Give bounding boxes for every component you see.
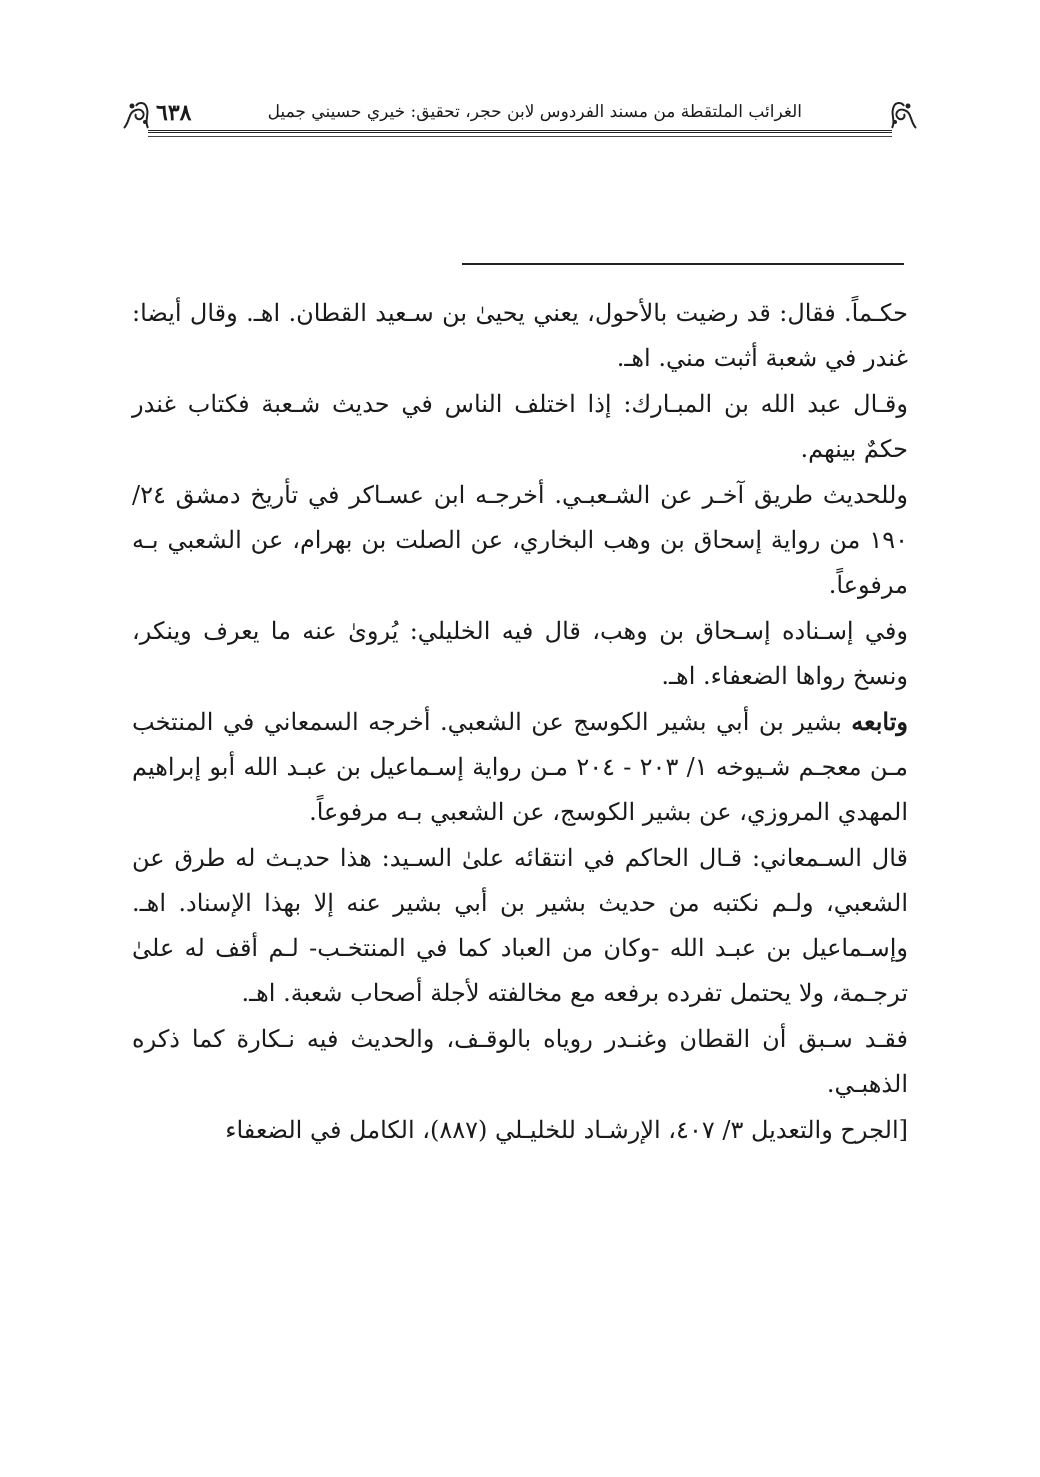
paragraph-4 — [132, 608, 908, 699]
paragraph-text: وفي إسـناده إسـحاق بن وهب، قال فيه الخليلي: يُروىٰ عنه ما يعرف وينكر، ونسخ رواها الضعفاء. اهـ. — [132, 617, 908, 690]
page-number: ٦٣٨ — [156, 100, 192, 126]
paragraph-lead: وتابعه — [851, 707, 908, 736]
floral-ornament-icon — [886, 100, 920, 132]
paragraph-8 — [132, 1107, 908, 1153]
running-header — [120, 100, 920, 130]
paragraph-text: بشير بن أبي بشير الكوسج عن الشعبي. أخرجه السمعاني في المنتخب مـن معجـم شـيوخه ١/ ٢٠٣ - ٢٠٤ مـن رواية إسـماعيل بن عبـد الله أبو إبراهيم المهدي المروزي، عن بشير الكوسج، عن الشعبي بـه مرفوعاً. — [132, 708, 908, 826]
paragraph-text: [الجرح والتعديل ٣/ ٤٠٧، الإرشـاد للخليـلي (٨٨٧)، الكامل في الضعفاء — [225, 1116, 908, 1144]
footnote-separator — [462, 263, 904, 265]
floral-ornament-icon — [120, 100, 154, 132]
paragraph-3 — [132, 472, 908, 608]
header-title: الغرائب الملتقطة من مسند الفردوس لابن حجر، تحقيق: خيري حسيني جميل — [267, 102, 802, 122]
header-rule — [148, 130, 892, 133]
paragraph-text: وللحديث طريق آخـر عن الشـعبـي. أخرجـه ابن عسـاكر في تأريخ دمشق ٢٤/ ١٩٠ من رواية إسحاق بن وهب البخاري، عن الصلت بن بهرام، عن الشعبي بـه مرفوعاً. — [132, 481, 908, 599]
paragraph-1 — [132, 290, 908, 381]
paragraph-text: وقـال عبد الله بن المبـارك: إذا اختلف الناس في حديث شـعبة فكتاب غندر حكمٌ بينهم. — [132, 390, 908, 463]
paragraph-7 — [132, 1016, 908, 1107]
paragraph-text: حكـماً. فقال: قد رضيت بالأحول، يعني يحيىٰ بن سـعيد القطان. اهـ. وقال أيضا: غندر في شعبة أثبت مني. اهـ. — [132, 299, 908, 372]
paragraph-text: فقـد سـبق أن القطان وغنـدر روياه بالوقـف، والحديث فيه نـكارة كما ذكره الذهبـي. — [132, 1025, 908, 1098]
paragraph-text: قال السـمعاني: قـال الحاكم في انتقائه علىٰ السـيد: هذا حديـث له طرق عن الشعبي، ولـم نكتبه من حديث بشير بن أبي بشير عنه إلا بهذا الإسناد. اهـ. وإسـماعيل بن عبـد الله -وكان من العباد كما في المنتخـب- لـم أقف له علىٰ ترجـمة، ولا يحتمل تفرده برفعه مع مخالفته لأجلة أصحاب شعبة. اهـ. — [132, 844, 908, 1007]
paragraph-5 — [132, 699, 908, 835]
paragraph-2 — [132, 381, 908, 472]
paragraph-6 — [132, 835, 908, 1016]
body-text — [132, 290, 908, 1153]
header-rule-thin — [148, 136, 892, 137]
